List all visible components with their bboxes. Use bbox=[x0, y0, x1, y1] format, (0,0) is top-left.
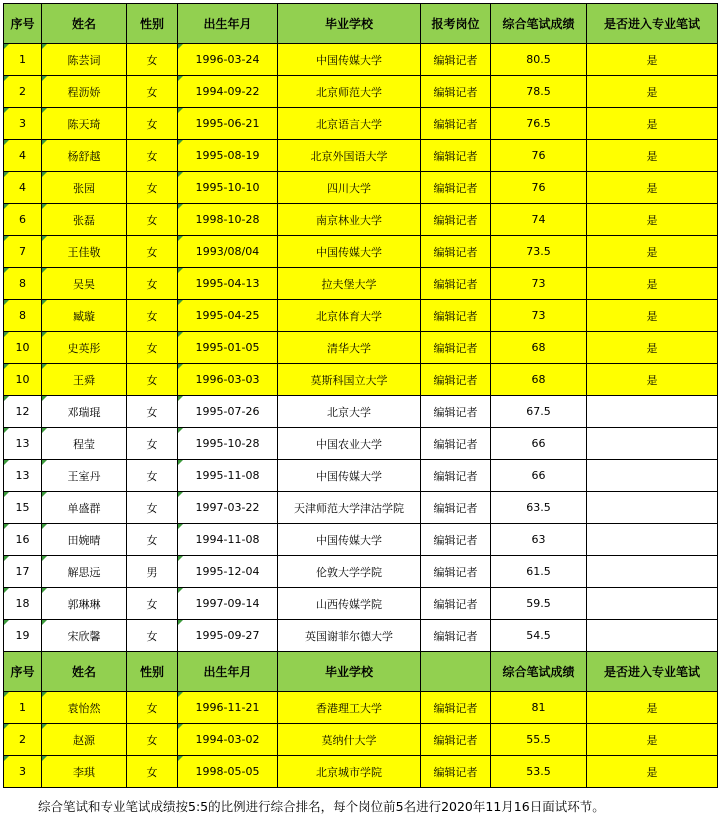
table-row bbox=[4, 172, 718, 204]
cell-gender[interactable]: 女 bbox=[127, 364, 178, 396]
cell-birth[interactable]: 1995-08-19 bbox=[178, 140, 278, 172]
cell-position[interactable]: 编辑记者 bbox=[421, 460, 491, 492]
cell-school[interactable]: 莫斯科国立大学 bbox=[278, 364, 421, 396]
header-school[interactable]: 毕业学校 bbox=[278, 4, 421, 44]
cell-gender[interactable]: 女 bbox=[127, 268, 178, 300]
cell-name[interactable]: 杨舒越 bbox=[42, 140, 127, 172]
table-row bbox=[4, 300, 718, 332]
cell-advance[interactable]: 是 bbox=[587, 332, 718, 364]
cell-name[interactable]: 解思远 bbox=[42, 556, 127, 588]
cell-score[interactable]: 63 bbox=[491, 524, 587, 556]
cell-advance[interactable] bbox=[587, 428, 718, 460]
cell-name[interactable]: 程莹 bbox=[42, 428, 127, 460]
cell-score[interactable]: 54.5 bbox=[491, 620, 587, 652]
cell-advance[interactable] bbox=[587, 396, 718, 428]
cell-seq[interactable]: 16 bbox=[4, 524, 42, 556]
cell-gender[interactable]: 女 bbox=[127, 172, 178, 204]
cell-gender[interactable]: 女 bbox=[127, 692, 178, 724]
header-school[interactable]: 毕业学校 bbox=[278, 652, 421, 692]
cell-seq[interactable]: 3 bbox=[4, 756, 42, 788]
cell-position[interactable]: 编辑记者 bbox=[421, 300, 491, 332]
cell-seq[interactable]: 12 bbox=[4, 396, 42, 428]
cell-school[interactable]: 香港理工大学 bbox=[278, 692, 421, 724]
cell-position[interactable]: 编辑记者 bbox=[421, 204, 491, 236]
cell-score[interactable]: 76 bbox=[491, 172, 587, 204]
cell-advance[interactable]: 是 bbox=[587, 364, 718, 396]
cell-name[interactable]: 吴昊 bbox=[42, 268, 127, 300]
cell-gender[interactable]: 男 bbox=[127, 556, 178, 588]
cell-birth[interactable]: 1997-03-22 bbox=[178, 492, 278, 524]
cell-name[interactable]: 邓瑞琨 bbox=[42, 396, 127, 428]
cell-school[interactable]: 北京外国语大学 bbox=[278, 140, 421, 172]
cell-school[interactable]: 北京大学 bbox=[278, 396, 421, 428]
header-advance[interactable]: 是否进入专业笔试 bbox=[587, 652, 718, 692]
cell-name[interactable]: 陈芸词 bbox=[42, 44, 127, 76]
cell-birth[interactable]: 1995-04-25 bbox=[178, 300, 278, 332]
cell-birth[interactable]: 1996-11-21 bbox=[178, 692, 278, 724]
cell-score[interactable]: 76 bbox=[491, 140, 587, 172]
cell-birth[interactable]: 1996-03-03 bbox=[178, 364, 278, 396]
cell-score[interactable]: 53.5 bbox=[491, 756, 587, 788]
table-row bbox=[4, 556, 718, 588]
table-row bbox=[4, 396, 718, 428]
cell-position[interactable]: 编辑记者 bbox=[421, 364, 491, 396]
cell-seq[interactable]: 18 bbox=[4, 588, 42, 620]
cell-school[interactable]: 山西传媒学院 bbox=[278, 588, 421, 620]
table-row bbox=[4, 524, 718, 556]
cell-school[interactable]: 伦敦大学学院 bbox=[278, 556, 421, 588]
cell-seq[interactable]: 2 bbox=[4, 724, 42, 756]
cell-position[interactable]: 编辑记者 bbox=[421, 724, 491, 756]
cell-birth[interactable]: 1997-09-14 bbox=[178, 588, 278, 620]
cell-advance[interactable]: 是 bbox=[587, 76, 718, 108]
cell-gender[interactable]: 女 bbox=[127, 428, 178, 460]
cell-advance[interactable]: 是 bbox=[587, 692, 718, 724]
cell-birth[interactable]: 1994-11-08 bbox=[178, 524, 278, 556]
cell-advance[interactable]: 是 bbox=[587, 172, 718, 204]
cell-birth[interactable]: 1995-04-13 bbox=[178, 268, 278, 300]
cell-score[interactable]: 66 bbox=[491, 428, 587, 460]
table-row bbox=[4, 332, 718, 364]
cell-score[interactable]: 68 bbox=[491, 364, 587, 396]
cell-school[interactable]: 中国传媒大学 bbox=[278, 236, 421, 268]
cell-seq[interactable]: 13 bbox=[4, 428, 42, 460]
cell-name[interactable]: 王室丹 bbox=[42, 460, 127, 492]
table-row bbox=[4, 588, 718, 620]
cell-gender[interactable]: 女 bbox=[127, 524, 178, 556]
header-birth[interactable]: 出生年月 bbox=[178, 4, 278, 44]
cell-seq[interactable]: 1 bbox=[4, 692, 42, 724]
cell-seq[interactable]: 1 bbox=[4, 44, 42, 76]
cell-advance[interactable]: 是 bbox=[587, 204, 718, 236]
header-name[interactable]: 姓名 bbox=[42, 4, 127, 44]
cell-position[interactable]: 编辑记者 bbox=[421, 524, 491, 556]
table-row bbox=[4, 428, 718, 460]
cell-name[interactable]: 陈天琦 bbox=[42, 108, 127, 140]
table-row bbox=[4, 692, 718, 724]
header-name[interactable]: 姓名 bbox=[42, 652, 127, 692]
header-gender[interactable]: 性别 bbox=[127, 652, 178, 692]
cell-name[interactable]: 臧璇 bbox=[42, 300, 127, 332]
cell-name[interactable]: 赵源 bbox=[42, 724, 127, 756]
cell-score[interactable]: 73.5 bbox=[491, 236, 587, 268]
header-advance[interactable]: 是否进入专业笔试 bbox=[587, 4, 718, 44]
cell-birth[interactable]: 1995-10-28 bbox=[178, 428, 278, 460]
cell-advance[interactable] bbox=[587, 524, 718, 556]
cell-position[interactable]: 编辑记者 bbox=[421, 268, 491, 300]
cell-advance[interactable]: 是 bbox=[587, 108, 718, 140]
table-row bbox=[4, 268, 718, 300]
cell-score[interactable]: 73 bbox=[491, 268, 587, 300]
cell-gender[interactable]: 女 bbox=[127, 204, 178, 236]
cell-position[interactable]: 编辑记者 bbox=[421, 140, 491, 172]
cell-seq[interactable]: 19 bbox=[4, 620, 42, 652]
cell-advance[interactable] bbox=[587, 556, 718, 588]
cell-score[interactable]: 55.5 bbox=[491, 724, 587, 756]
cell-school[interactable]: 中国农业大学 bbox=[278, 428, 421, 460]
cell-advance[interactable]: 是 bbox=[587, 44, 718, 76]
cell-seq[interactable]: 4 bbox=[4, 140, 42, 172]
cell-school[interactable]: 英国谢菲尔德大学 bbox=[278, 620, 421, 652]
cell-birth[interactable]: 1995-11-08 bbox=[178, 460, 278, 492]
cell-school[interactable]: 天津师范大学津沽学院 bbox=[278, 492, 421, 524]
cell-gender[interactable]: 女 bbox=[127, 236, 178, 268]
cell-seq[interactable]: 7 bbox=[4, 236, 42, 268]
cell-name[interactable]: 张园 bbox=[42, 172, 127, 204]
cell-seq[interactable]: 2 bbox=[4, 76, 42, 108]
cell-seq[interactable]: 15 bbox=[4, 492, 42, 524]
table-row bbox=[4, 204, 718, 236]
cell-school[interactable]: 南京林业大学 bbox=[278, 204, 421, 236]
header-birth[interactable]: 出生年月 bbox=[178, 652, 278, 692]
table-row bbox=[4, 76, 718, 108]
table-row bbox=[4, 756, 718, 788]
header-position[interactable]: 报考岗位 bbox=[421, 4, 491, 44]
cell-name[interactable]: 程沥娇 bbox=[42, 76, 127, 108]
cell-position[interactable]: 编辑记者 bbox=[421, 172, 491, 204]
cell-seq[interactable]: 10 bbox=[4, 364, 42, 396]
cell-gender[interactable]: 女 bbox=[127, 460, 178, 492]
cell-name[interactable]: 郭琳琳 bbox=[42, 588, 127, 620]
cell-position[interactable]: 编辑记者 bbox=[421, 492, 491, 524]
cell-gender[interactable]: 女 bbox=[127, 724, 178, 756]
table-row bbox=[4, 460, 718, 492]
cell-advance[interactable]: 是 bbox=[587, 268, 718, 300]
cell-advance[interactable]: 是 bbox=[587, 140, 718, 172]
cell-gender[interactable]: 女 bbox=[127, 300, 178, 332]
cell-score[interactable]: 59.5 bbox=[491, 588, 587, 620]
cell-position[interactable]: 编辑记者 bbox=[421, 44, 491, 76]
cell-gender[interactable]: 女 bbox=[127, 620, 178, 652]
cell-position[interactable]: 编辑记者 bbox=[421, 692, 491, 724]
cell-gender[interactable]: 女 bbox=[127, 44, 178, 76]
cell-seq[interactable]: 17 bbox=[4, 556, 42, 588]
cell-school[interactable]: 拉夫堡大学 bbox=[278, 268, 421, 300]
cell-gender[interactable]: 女 bbox=[127, 76, 178, 108]
cell-birth[interactable]: 1995-10-10 bbox=[178, 172, 278, 204]
cell-school[interactable]: 中国传媒大学 bbox=[278, 460, 421, 492]
cell-position[interactable]: 编辑记者 bbox=[421, 620, 491, 652]
cell-gender[interactable]: 女 bbox=[127, 396, 178, 428]
results-table bbox=[3, 3, 718, 788]
cell-name[interactable]: 张磊 bbox=[42, 204, 127, 236]
cell-seq[interactable]: 6 bbox=[4, 204, 42, 236]
table-row bbox=[4, 44, 718, 76]
cell-gender[interactable]: 女 bbox=[127, 588, 178, 620]
cell-seq[interactable]: 4 bbox=[4, 172, 42, 204]
footnote: 综合笔试和专业笔试成绩按5:5的比例进行综合排名，每个岗位前5名进行2020年11月16日面试环节。 bbox=[38, 799, 605, 814]
cell-school[interactable]: 清华大学 bbox=[278, 332, 421, 364]
cell-birth[interactable]: 1996-03-24 bbox=[178, 44, 278, 76]
cell-school[interactable]: 莫纳什大学 bbox=[278, 724, 421, 756]
cell-position[interactable]: 编辑记者 bbox=[421, 236, 491, 268]
cell-advance[interactable]: 是 bbox=[587, 236, 718, 268]
cell-school[interactable]: 四川大学 bbox=[278, 172, 421, 204]
cell-name[interactable]: 单盛群 bbox=[42, 492, 127, 524]
cell-score[interactable]: 63.5 bbox=[491, 492, 587, 524]
header-seq[interactable]: 序号 bbox=[4, 4, 42, 44]
cell-gender[interactable]: 女 bbox=[127, 756, 178, 788]
cell-score[interactable]: 76.5 bbox=[491, 108, 587, 140]
cell-seq[interactable]: 8 bbox=[4, 268, 42, 300]
cell-birth[interactable]: 1998-05-05 bbox=[178, 756, 278, 788]
cell-position[interactable]: 编辑记者 bbox=[421, 428, 491, 460]
header-position[interactable] bbox=[421, 652, 491, 692]
cell-position[interactable]: 编辑记者 bbox=[421, 556, 491, 588]
cell-seq[interactable]: 3 bbox=[4, 108, 42, 140]
cell-gender[interactable]: 女 bbox=[127, 492, 178, 524]
cell-name[interactable]: 王舜 bbox=[42, 364, 127, 396]
header-row bbox=[4, 4, 718, 44]
cell-advance[interactable]: 是 bbox=[587, 756, 718, 788]
cell-birth[interactable]: 1993/08/04 bbox=[178, 236, 278, 268]
cell-birth[interactable]: 1995-01-05 bbox=[178, 332, 278, 364]
cell-gender[interactable]: 女 bbox=[127, 140, 178, 172]
cell-birth[interactable]: 1994-03-02 bbox=[178, 724, 278, 756]
cell-score[interactable]: 81 bbox=[491, 692, 587, 724]
header-row bbox=[4, 652, 718, 692]
table-row bbox=[4, 108, 718, 140]
cell-birth[interactable]: 1995-07-26 bbox=[178, 396, 278, 428]
cell-score[interactable]: 66 bbox=[491, 460, 587, 492]
cell-gender[interactable]: 女 bbox=[127, 332, 178, 364]
cell-advance[interactable]: 是 bbox=[587, 300, 718, 332]
cell-seq[interactable]: 8 bbox=[4, 300, 42, 332]
cell-school[interactable]: 中国传媒大学 bbox=[278, 524, 421, 556]
header-gender[interactable]: 性别 bbox=[127, 4, 178, 44]
header-score[interactable]: 综合笔试成绩 bbox=[491, 4, 587, 44]
cell-school[interactable]: 北京城市学院 bbox=[278, 756, 421, 788]
cell-school[interactable]: 北京师范大学 bbox=[278, 76, 421, 108]
cell-score[interactable]: 73 bbox=[491, 300, 587, 332]
cell-school[interactable]: 北京语言大学 bbox=[278, 108, 421, 140]
header-score[interactable]: 综合笔试成绩 bbox=[491, 652, 587, 692]
cell-seq[interactable]: 13 bbox=[4, 460, 42, 492]
cell-position[interactable]: 编辑记者 bbox=[421, 396, 491, 428]
cell-seq[interactable]: 10 bbox=[4, 332, 42, 364]
table-row bbox=[4, 364, 718, 396]
cell-score[interactable]: 61.5 bbox=[491, 556, 587, 588]
header-seq[interactable]: 序号 bbox=[4, 652, 42, 692]
cell-name[interactable]: 李琪 bbox=[42, 756, 127, 788]
cell-position[interactable]: 编辑记者 bbox=[421, 756, 491, 788]
cell-birth[interactable]: 1995-06-21 bbox=[178, 108, 278, 140]
table-row bbox=[4, 140, 718, 172]
cell-name[interactable]: 王佳敬 bbox=[42, 236, 127, 268]
cell-advance[interactable] bbox=[587, 460, 718, 492]
cell-position[interactable]: 编辑记者 bbox=[421, 588, 491, 620]
cell-advance[interactable] bbox=[587, 620, 718, 652]
cell-position[interactable]: 编辑记者 bbox=[421, 76, 491, 108]
cell-position[interactable]: 编辑记者 bbox=[421, 108, 491, 140]
cell-name[interactable]: 史英彤 bbox=[42, 332, 127, 364]
table-row bbox=[4, 724, 718, 756]
cell-birth[interactable]: 1994-09-22 bbox=[178, 76, 278, 108]
cell-birth[interactable]: 1995-12-04 bbox=[178, 556, 278, 588]
cell-advance[interactable] bbox=[587, 588, 718, 620]
cell-name[interactable]: 田婉晴 bbox=[42, 524, 127, 556]
cell-score[interactable]: 78.5 bbox=[491, 76, 587, 108]
cell-gender[interactable]: 女 bbox=[127, 108, 178, 140]
cell-score[interactable]: 74 bbox=[491, 204, 587, 236]
cell-score[interactable]: 68 bbox=[491, 332, 587, 364]
table-row bbox=[4, 620, 718, 652]
cell-position[interactable]: 编辑记者 bbox=[421, 332, 491, 364]
cell-score[interactable]: 80.5 bbox=[491, 44, 587, 76]
cell-advance[interactable] bbox=[587, 492, 718, 524]
table-row bbox=[4, 236, 718, 268]
cell-birth[interactable]: 1995-09-27 bbox=[178, 620, 278, 652]
cell-birth[interactable]: 1998-10-28 bbox=[178, 204, 278, 236]
cell-advance[interactable]: 是 bbox=[587, 724, 718, 756]
table-row bbox=[4, 492, 718, 524]
cell-score[interactable]: 67.5 bbox=[491, 396, 587, 428]
cell-school[interactable]: 北京体育大学 bbox=[278, 300, 421, 332]
cell-name[interactable]: 宋欣馨 bbox=[42, 620, 127, 652]
cell-school[interactable]: 中国传媒大学 bbox=[278, 44, 421, 76]
cell-name[interactable]: 袁怡然 bbox=[42, 692, 127, 724]
